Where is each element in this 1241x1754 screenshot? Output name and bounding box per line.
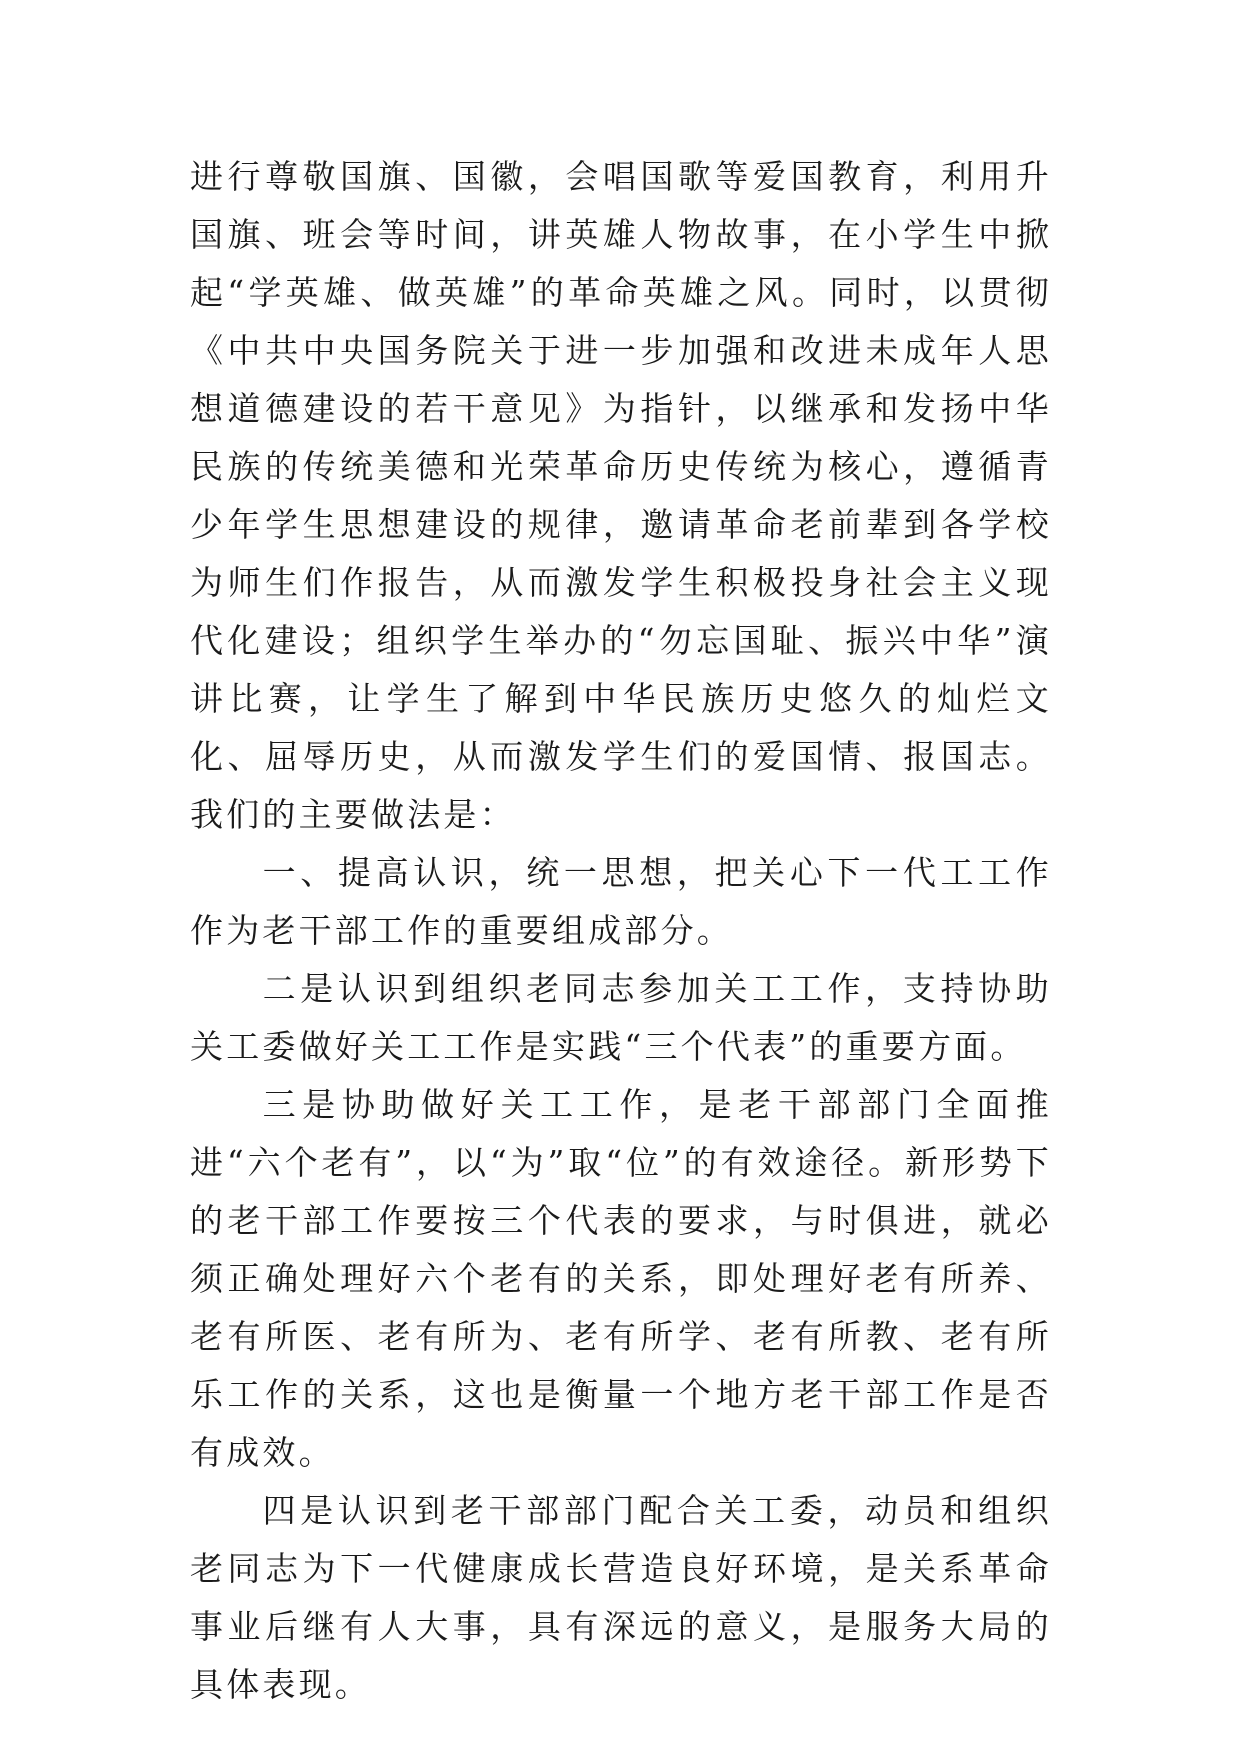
paragraph-intro: 进行尊敬国旗、国徽，会唱国歌等爱国教育，利用升国旗、班会等时间，讲英雄人物故事，在小学生中掀起“学英雄、做英雄”的革命英雄之风。同时，以贯彻《中共中央国务院关于进一步加强和改进未成年人思想道德建设的若干意见》为指针，以继承和发扬中华民族的传统美德和光荣革命历史传统为核心，遵循青少年学生思想建设的规律，邀请革命老前辈到各学校为师生们作报告，从而激发学生积极投身社会主义现代化建设；组织学生举办的“勿忘国耻、振兴中华”演讲比赛，让学生了解到中华民族历史悠久的灿烂文化、屈辱历史，从而激发学生们的爱国情、报国志。我们的主要做法是： xyxy=(190,157,1052,834)
paragraph-point-2: 二是认识到组织老同志参加关工工作，支持协助关工委做好关工工作是实践“三个代表”的重要方面。 xyxy=(190,969,1052,1066)
paragraph-point-3: 三是协助做好关工工作，是老干部部门全面推进“六个老有”，以“为”取“位”的有效途径。新形势下的老干部工作要按三个代表的要求，与时俱进，就必须正确处理好六个老有的关系，即处理好老有所养、老有所医、老有所为、老有所学、老有所教、老有所乐工作的关系，这也是衡量一个地方老干部工作是否有成效。 xyxy=(190,1085,1052,1472)
document-body xyxy=(190,148,1052,1714)
paragraph-point-1: 一、提高认识，统一思想，把关心下一代工工作作为老干部工作的重要组成部分。 xyxy=(190,853,1052,950)
paragraph-point-4: 四是认识到老干部部门配合关工委，动员和组织老同志为下一代健康成长营造良好环境，是关系革命事业后继有人大事，具有深远的意义，是服务大局的具体表现。 xyxy=(190,1491,1052,1704)
